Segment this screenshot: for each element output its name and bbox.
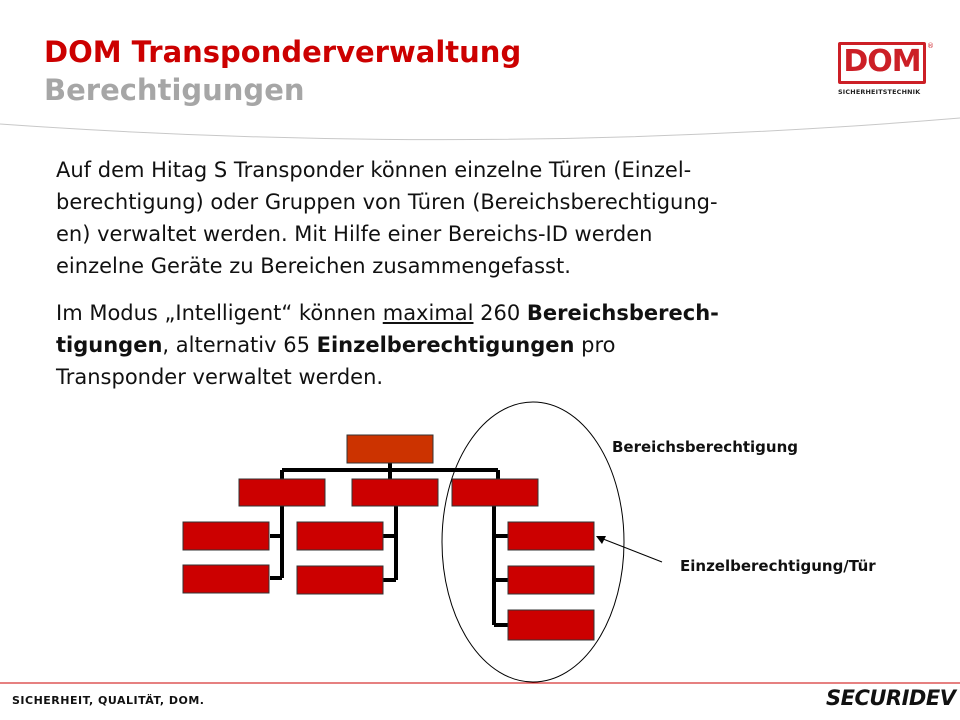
footer-brand-logo: SECURIDEV	[826, 686, 956, 710]
root-node	[347, 435, 433, 463]
door-node	[183, 565, 269, 593]
area-node	[452, 479, 538, 506]
page-title: DOM Transponderverwaltung	[44, 35, 522, 69]
label-door-permission: Einzelberechtigung/Tür	[680, 557, 876, 575]
text-run: , alternativ 65	[162, 333, 317, 357]
area-node	[352, 479, 438, 506]
header-swoosh	[0, 118, 960, 140]
bold-text: tigungen	[56, 333, 163, 357]
door-node	[297, 522, 383, 550]
paragraph-intro-line: einzelne Geräte zu Bereichen zusammengefasst.	[56, 254, 571, 278]
bold-text: Einzelberechtigungen	[316, 333, 575, 357]
footer-slogan: SICHERHEIT, QUALITÄT, DOM.	[12, 694, 205, 707]
logo-word: DOM	[843, 44, 921, 79]
bold-text: Bereichsberech-	[526, 301, 719, 325]
area-node	[239, 479, 325, 506]
door-node	[508, 566, 594, 594]
paragraph-limits-line: Transponder verwaltet werden.	[56, 365, 384, 389]
pointer-arrow-line	[598, 537, 662, 562]
door-node	[508, 610, 594, 640]
text-run: Im Modus „Intelligent“ können	[56, 301, 383, 325]
text-run: 260	[473, 301, 527, 325]
door-node	[297, 566, 383, 594]
paragraph-intro-line: en) verwaltet werden. Mit Hilfe einer Bereichs-ID werden	[56, 222, 653, 246]
door-node	[183, 522, 269, 550]
text-run: pro	[574, 333, 616, 357]
label-area-permission: Bereichsberechtigung	[612, 438, 799, 456]
door-node	[508, 522, 594, 550]
logo-tagline: SICHERHEITSTECHNIK	[838, 88, 921, 96]
logo-registered-mark: ®	[927, 42, 934, 50]
paragraph-intro-line: Auf dem Hitag S Transponder können einzelne Türen (Einzel-	[56, 158, 692, 182]
page-subtitle: Berechtigungen	[44, 73, 305, 107]
paragraph-intro-line: berechtigung) oder Gruppen von Türen (Bereichsberechtigung-	[56, 190, 718, 214]
underlined-text: maximal	[382, 301, 474, 325]
